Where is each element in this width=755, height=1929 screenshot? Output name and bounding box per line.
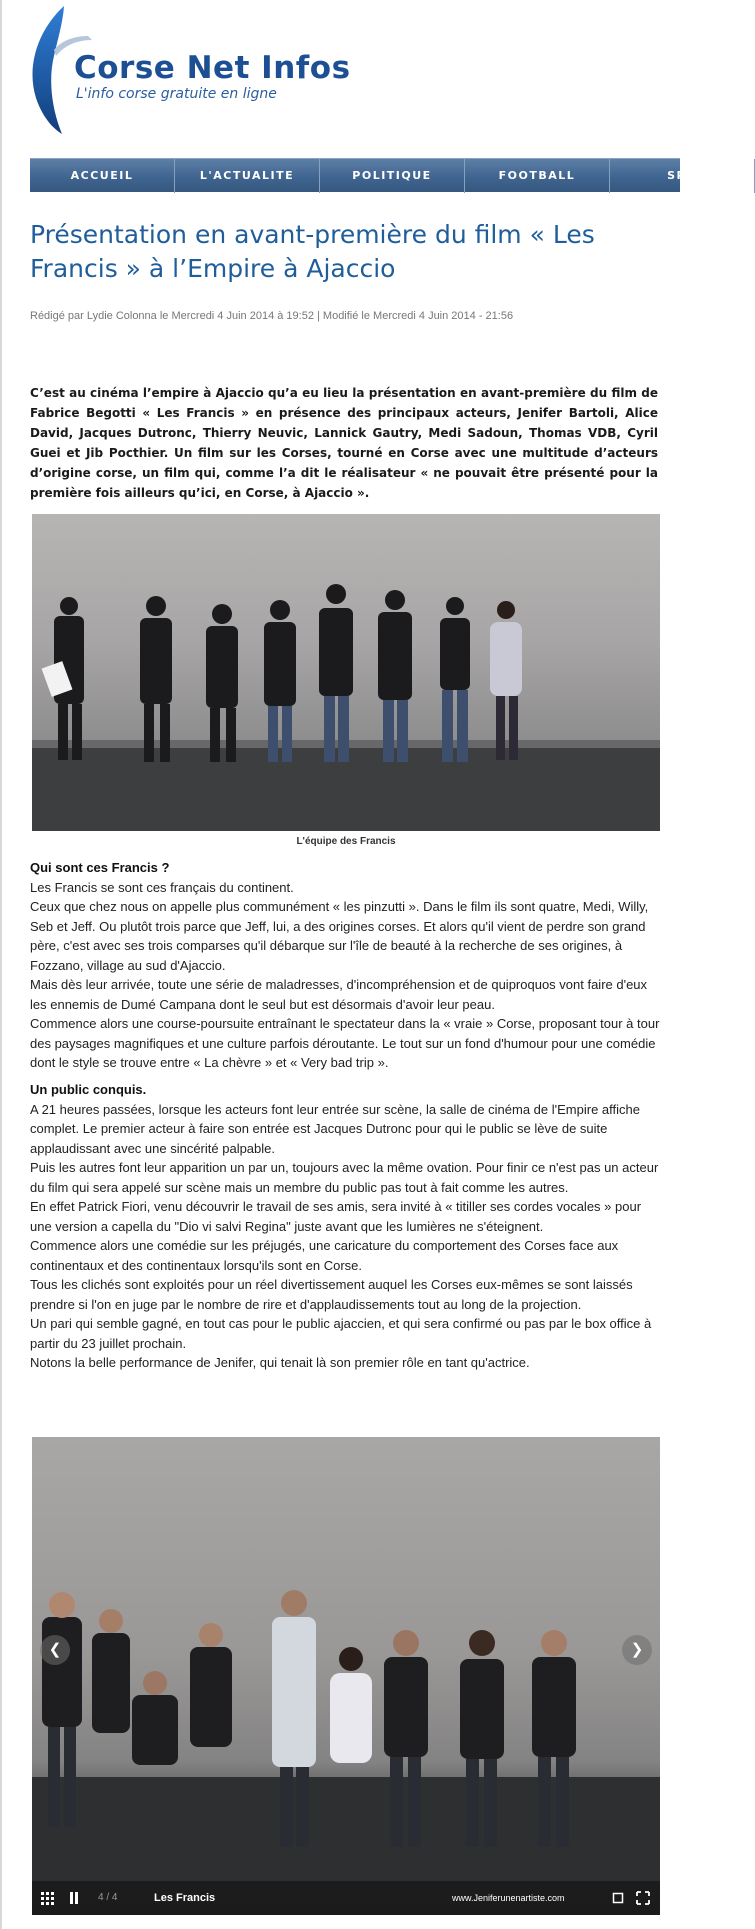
paragraph: Commence alors une course-poursuite entraînant le spectateur dans la « vraie » Corse, proposant tour à tour des paysages magnifiques et une culture parfois déroutante. Le tout sur un fond d'humour pour une comédie dont le style se trouve entre « La chèvre » et « Very bad trip ». xyxy=(30,1016,660,1070)
main-nav xyxy=(30,158,697,192)
slide-caption: Les Francis xyxy=(154,1892,216,1904)
pause-icon xyxy=(68,1881,80,1915)
chevron-right-icon: ❯ xyxy=(630,1641,644,1658)
site-tagline: L'info corse gratuite en ligne xyxy=(76,86,277,102)
nav-item-politique[interactable]: POLITIQUE xyxy=(320,159,465,193)
site-name: Corse Net Infos xyxy=(74,50,351,86)
slideshow-image xyxy=(32,1437,660,1881)
section-who-are-francis xyxy=(30,858,660,1073)
article-byline: Rédigé par Lydie Colonna le Mercredi 4 Juin 2014 à 19:52 | Modifié le Mercredi 4 Juin 2014 - 21:56 xyxy=(30,310,514,322)
site-logo[interactable] xyxy=(30,6,410,134)
paragraph: Mais dès leur arrivée, toute une série de maladresses, d'incompréhension et de quiproquos vont faire d'eux les ennemis de Dumé Campana dont le seul but est désormais d'avoir leur peau. xyxy=(30,977,648,1012)
paragraph: A 21 heures passées, lorsque les acteurs font leur entrée sur scène, la salle de cinéma de l'Empire affiche complet. Le premier acteur à faire son entrée est Jacques Dutronc pour qui le public se lève de suite applaudissant avec une sincérité palpable. xyxy=(30,1101,640,1156)
fullscreen-icon xyxy=(636,1881,650,1915)
paragraph: Commence alors une comédie sur les préjugés, une caricature du comportement des Corses face aux continentaux et des continentaux lorsqu'ils sont en Corse. xyxy=(30,1238,619,1273)
popup-button[interactable] xyxy=(612,1881,626,1915)
section-public-conquis xyxy=(30,1080,660,1373)
nav-item-accueil[interactable]: ACCUEIL xyxy=(30,159,175,193)
slideshow-prev-button[interactable] xyxy=(40,1635,70,1665)
photo-slideshow[interactable] xyxy=(32,1437,660,1915)
photo-caption: L'équipe des Francis xyxy=(296,836,396,847)
fullscreen-button[interactable] xyxy=(636,1881,652,1915)
article-title: Présentation en avant-première du film « Les Francis » à l’Empire à Ajaccio xyxy=(30,220,595,283)
paragraph: En effet Patrick Fiori, venu découvrir le travail de ses amis, sera invité à « titiller ses cordes vocales » pour une version a capella du "Dio vi salvi Regina" juste avant que les lumières ne s'éteignent. xyxy=(30,1199,642,1234)
slideshow-next-button[interactable] xyxy=(622,1635,652,1665)
nav-item-football[interactable]: FOOTBALL xyxy=(465,159,610,193)
paragraph: Un pari qui semble gagné, en tout cas pour le public ajaccien, et qui sera confirmé ou pas par le box office à partir du 23 juillet prochain. xyxy=(30,1316,652,1351)
slide-counter: 4 / 4 xyxy=(98,1892,118,1903)
section-heading: Un public conquis. xyxy=(30,1082,147,1097)
page-left-border xyxy=(0,0,2,1929)
paragraph: Notons la belle performance de Jenifer, qui tenait là son premier rôle en tant qu'actrice. xyxy=(30,1355,530,1370)
slide-credit: www.Jeniferunenartiste.com xyxy=(452,1893,565,1903)
paragraph: Les Francis se sont ces français du continent. xyxy=(30,879,294,895)
nav-item-actualite[interactable]: L'ACTUALITE xyxy=(175,159,320,193)
paragraph: Puis les autres font leur apparition un par un, toujours avec la même ovation. Pour finir ce n'est pas un acteur du film qui sera appelé sur scène mais un membre du public pas tout à fait comme les autres. xyxy=(30,1160,659,1195)
paragraph: Tous les clichés sont exploités pour un réel divertissement auquel les Corses eux-mêmes se sont laissés prendre si l'on en juge par le nombre de rire et d'applaudissements tout au long de la projection. xyxy=(30,1277,633,1312)
article-photo xyxy=(32,514,660,831)
nav-item-sport[interactable]: SPO xyxy=(610,159,755,193)
slideshow-control-bar xyxy=(32,1881,660,1915)
cast-on-stage-image xyxy=(32,514,660,831)
paragraph: Ceux que chez nous on appelle plus communément « les pinzutti ». Dans le film ils sont quatre, Medi, Willy, Seb et Jeff. Ou plutôt trois parce que Jeff, lui, a des origines corses. Et alors qu'il vient de perdre son grand père, c'est avec ses trois comparses qu'il débarque sur l'île de beauté à la recherche de ses origines, à Fozzano, village au sud d'Ajaccio. xyxy=(30,899,649,973)
pause-button[interactable] xyxy=(68,1881,82,1915)
window-icon xyxy=(612,1881,624,1915)
grid-view-button[interactable] xyxy=(40,1881,56,1915)
chevron-left-icon: ❮ xyxy=(48,1641,62,1658)
section-heading: Qui sont ces Francis ? xyxy=(30,860,170,875)
article-intro: C’est au cinéma l’empire à Ajaccio qu’a eu lieu la présentation en avant-première du film de Fabrice Begotti « Les Francis » en présence des principaux acteurs, Jenifer Bartoli, Alice David, Jacques Dutronc, Thierry Neuvic, Lannick Gautry, Medi Sadoun, Thomas VDB, Cyril Guei et Jib Pocthier. Un film sur les Corses, tourné en Corse avec une multitude d’acteurs d’origine corse, un film qui, comme l’a dit le réalisateur « ne pouvait être présenté pour la première fois ailleurs qu’ici, en Corse, à Ajaccio ». xyxy=(30,386,658,500)
grid-icon xyxy=(40,1881,54,1915)
